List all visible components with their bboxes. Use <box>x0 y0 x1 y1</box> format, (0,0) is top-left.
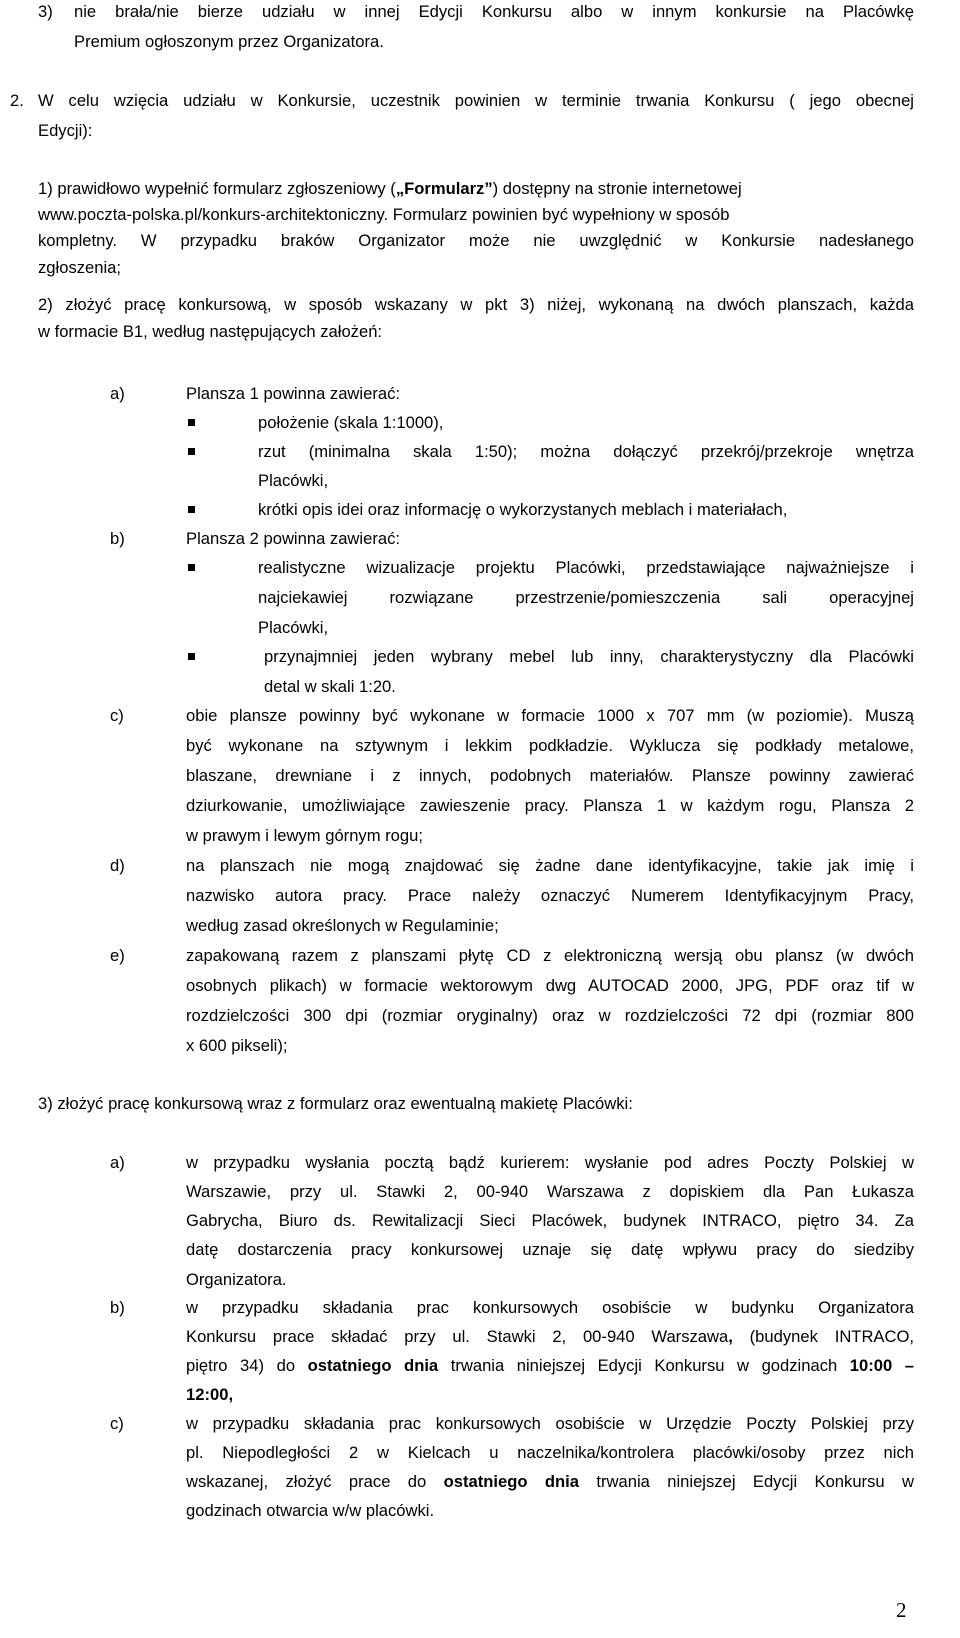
point-3b-line-2: Konkursu prace składać przy ul. Stawki 2, 00-940 Warszawa, (budynek INTRACO, <box>186 1327 914 1346</box>
sub-a-label: a) <box>110 384 125 403</box>
point-3c-label: c) <box>110 1414 124 1433</box>
item-3-number: 3) <box>38 2 53 21</box>
point-2-line-1: 2) złożyć pracę konkursową, w sposób wskazany w pkt 3) niżej, wykonaną na dwóch planszach, każda <box>38 295 914 314</box>
item-3-line-1: nie brała/nie bierze udziału w innej Edycji Konkursu albo w innym konkursie na Placówkę <box>74 2 914 21</box>
point-1-line-4: zgłoszenia; <box>38 258 122 277</box>
sub-a-bullet-1: położenie (skala 1:1000), <box>258 413 444 432</box>
point-3a-line-2: Warszawie, przy ul. Stawki 2, 00-940 Warszawa z dopiskiem dla Pan Łukasza <box>186 1182 914 1201</box>
point-3b-line-3: piętro 34) do ostatniego dnia trwania niniejszej Edycji Konkursu w godzinach 10:00 – <box>186 1356 915 1375</box>
sub-b-bullet-1-line-3: Placówki, <box>258 618 329 637</box>
point-3a-label: a) <box>110 1153 125 1172</box>
point-3b-line-4: 12:00, <box>186 1385 234 1404</box>
sub-e-label: e) <box>110 946 125 965</box>
point-1-line-1: 1) prawidłowo wypełnić formularz zgłoszeniowy („Formularz”) dostępny na stronie internetowej <box>38 179 742 198</box>
point-3a-line-4: datę dostarczenia pracy konkursowej uznaje się datę wpływu pracy do siedziby <box>186 1240 914 1259</box>
point-2-line-2: w formacie B1, według następujących założeń: <box>38 322 383 341</box>
sub-c-line-5: w prawym i lewym górnym rogu; <box>186 826 423 845</box>
point-1-line-3: kompletny. W przypadku braków Organizator może nie uwzględnić w Konkursie nadesłanego <box>38 231 914 250</box>
sub-d-line-2: nazwisko autora pracy. Prace należy oznaczyć Numerem Identyfikacyjnym Pracy, <box>186 886 914 905</box>
point-3b-label: b) <box>110 1298 125 1317</box>
point-3a-line-5: Organizatora. <box>186 1270 287 1289</box>
website-link[interactable]: www.poczta-polska.pl/konkurs-architektoniczny. <box>38 205 389 224</box>
sub-c-line-4: dziurkowanie, umożliwiające zawieszenie pracy. Plansza 1 w każdym rogu, Plansza 2 <box>186 796 914 815</box>
section-2-number: 2. <box>10 91 24 110</box>
point-3c-line-4: godzinach otwarcia w/w placówki. <box>186 1501 435 1520</box>
point-3b-line-1: w przypadku składania prac konkursowych osobiście w budynku Organizatora <box>186 1298 914 1317</box>
item-3-line-2: Premium ogłoszonym przez Organizatora. <box>74 32 384 51</box>
sub-e-line-4: x 600 pikseli); <box>186 1036 288 1055</box>
sub-a-bullet-2-line-2: Placówki, <box>258 471 329 490</box>
sub-d-label: d) <box>110 856 125 875</box>
page-number: 2 <box>896 1598 907 1622</box>
sub-c-line-3: blaszane, drewniane i z innych, podobnych materiałów. Plansze powinny zawierać <box>186 766 914 785</box>
point-3c-line-2: pl. Niepodległości 2 w Kielcach u naczelnika/kontrolera placówki/osoby przez nich <box>186 1443 914 1462</box>
bullet-square-icon <box>188 564 195 571</box>
sub-b-bullet-1-line-1: realistyczne wizualizacje projektu Placówki, przedstawiające najważniejsze i <box>258 558 914 577</box>
bullet-square-icon <box>188 506 195 513</box>
point-3c-line-1: w przypadku składania prac konkursowych osobiście w Urzędzie Poczty Polskiej przy <box>186 1414 914 1433</box>
bullet-square-icon <box>188 448 195 455</box>
point-3c-line-3: wskazanej, złożyć prace do ostatniego dnia trwania niniejszej Edycji Konkursu w <box>186 1472 914 1491</box>
sub-c-label: c) <box>110 706 124 725</box>
sub-e-line-3: rozdzielczości 300 dpi (rozmiar oryginalny) oraz w rozdzielczości 72 dpi (rozmiar 800 <box>186 1006 914 1025</box>
sub-d-line-3: według zasad określonych w Regulaminie; <box>186 916 499 935</box>
sub-a-text: Plansza 1 powinna zawierać: <box>186 384 400 403</box>
point-3a-line-1: w przypadku wysłania pocztą bądź kurierem: wysłanie pod adres Poczty Polskiej w <box>186 1153 914 1172</box>
section-2-line-1: W celu wzięcia udziału w Konkursie, uczestnik powinien w terminie trwania Konkursu ( jego obecnej <box>38 91 914 110</box>
sub-b-bullet-2-line-2: detal w skali 1:20. <box>264 677 396 696</box>
point-3-line-1: 3) złożyć pracę konkursową wraz z formularz oraz ewentualną makietę Placówki: <box>38 1094 633 1113</box>
sub-e-line-1: zapakowaną razem z planszami płytę CD z elektroniczną wersją obu plansz (w dwóch <box>186 946 914 965</box>
sub-b-text: Plansza 2 powinna zawierać: <box>186 529 400 548</box>
sub-b-label: b) <box>110 529 125 548</box>
sub-e-line-2: osobnych plikach) w formacie wektorowym dwg AUTOCAD 2000, JPG, PDF oraz tif w <box>186 976 914 995</box>
sub-b-bullet-1-line-2: najciekawiej rozwiązane przestrzenie/pomieszczenia sali operacyjnej <box>258 588 914 607</box>
sub-a-bullet-3: krótki opis idei oraz informację o wykorzystanych meblach i materiałach, <box>258 500 788 519</box>
sub-b-bullet-2-line-1: przynajmniej jeden wybrany mebel lub inny, charakterystyczny dla Placówki <box>264 647 914 666</box>
sub-c-line-1: obie plansze powinny być wykonane w formacie 1000 x 707 mm (w poziomie). Muszą <box>186 706 914 725</box>
section-2-line-2: Edycji): <box>38 121 93 140</box>
bullet-square-icon <box>188 653 195 660</box>
sub-c-line-2: być wykonane na sztywnym i lekkim podkładzie. Wyklucza się podkłady metalowe, <box>186 736 914 755</box>
point-1-line-2: www.poczta-polska.pl/konkurs-architektoniczny. Formularz powinien być wypełniony w sposób <box>38 205 730 224</box>
point-3a-line-3: Gabrycha, Biuro ds. Rewitalizacji Sieci Placówek, budynek INTRACO, piętro 34. Za <box>186 1211 914 1230</box>
sub-d-line-1: na planszach nie mogą znajdować się żadne dane identyfikacyjne, takie jak imię i <box>186 856 914 875</box>
bullet-square-icon <box>188 419 195 426</box>
sub-a-bullet-2-line-1: rzut (minimalna skala 1:50); można dołączyć przekrój/przekroje wnętrza <box>258 442 914 461</box>
